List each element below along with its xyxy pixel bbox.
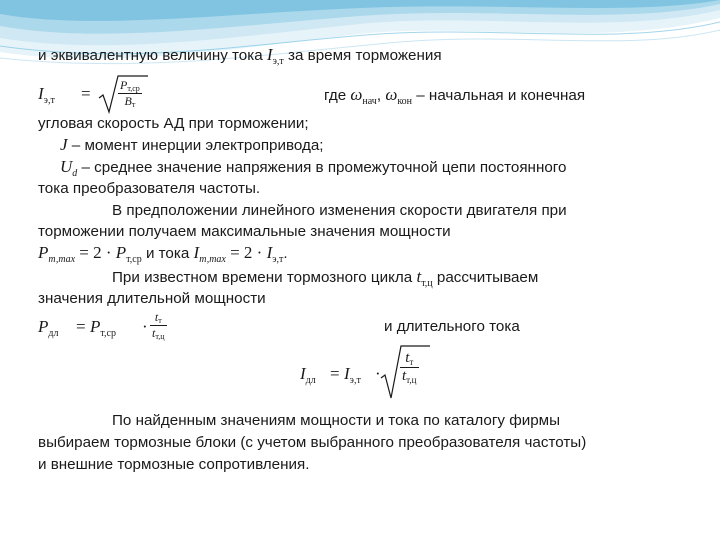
pdl-fraction <box>150 310 167 341</box>
final-line-2: выбираем тормозные блоки (с учетом выбранного преобразователя частоты) <box>38 434 587 451</box>
where-text: где <box>324 87 347 104</box>
pdl-rhs: $P_{т,ср}$ <box>90 317 116 339</box>
idl-equals: = <box>330 364 340 383</box>
where-tail-text: – начальная и конечная <box>416 87 586 104</box>
inertia-line <box>60 136 324 155</box>
formula-long-current <box>300 344 430 402</box>
ud-text: – среднее значение напряжения в промежуточной цепи постоянного <box>81 159 567 176</box>
max-values-line: $P_{т,max} = 2 \cdot P_{т,ср}$ и тока $I_{т,max} = 2 \cdot I_{э,т}$. <box>38 243 288 265</box>
intro-tail-text: за время торможения <box>288 47 442 64</box>
idl-dot: · <box>375 364 381 383</box>
cycle-time-line <box>112 268 538 289</box>
intro-text: и эквивалентную величину тока <box>38 47 263 64</box>
converter-line: тока преобразователя частоты. <box>38 180 261 197</box>
f1-lhs: $I_{э,т}$ <box>38 84 55 106</box>
idl-lhs: $I_{дл}$ <box>300 364 316 386</box>
idl-fraction <box>400 350 419 385</box>
omega-end: $\omega_{кон}$ <box>385 85 413 107</box>
voltage-line <box>60 158 566 179</box>
f1-fraction <box>118 78 142 109</box>
cycle-time-text: При известном времени тормозного цикла <box>112 269 413 286</box>
pmax-rhs: = 2 · <box>79 243 112 262</box>
cycle-time-tail: рассчитываем <box>436 269 539 286</box>
idl-denominator: $t_{т,ц}$ <box>402 368 417 385</box>
f1-denominator: Bт <box>124 94 136 109</box>
assumption-line-1: В предположении линейного изменения скорости двигателя при <box>112 202 567 219</box>
j-symbol: J <box>60 135 68 154</box>
where-line: где $\omega_{нач}$, $\omega_{кон}$ – начальная и конечная <box>324 85 586 107</box>
final-line-3: и внешние тормозные сопротивления. <box>38 456 310 473</box>
formula-long-power <box>38 310 178 346</box>
f1-equals: = <box>81 84 91 103</box>
pdl-numerator: tт <box>150 310 167 326</box>
pdl-lhs: $P_{дл}$ <box>38 317 59 339</box>
intro-symbol: $I_{э,т}$ <box>266 45 284 67</box>
cycle-time-symbol: $t_{т,ц}$ <box>416 267 433 289</box>
angular-speed-line: угловая скорость АД при торможении; <box>38 115 309 132</box>
imax-symbol: $I_{т,max}$ <box>193 243 226 265</box>
pmax-rhs-symbol: $P_{т,ср}$ <box>115 243 142 265</box>
formula-equivalent-current <box>38 76 148 116</box>
j-text: – момент инерции электропривода; <box>71 137 324 154</box>
pdl-equals: = <box>76 317 86 336</box>
and-current-text: и тока <box>145 245 190 262</box>
long-power-line: значения длительной мощности <box>38 290 266 307</box>
idl-rhs: $I_{э,т}$ <box>344 364 361 386</box>
f1-numerator: Pт,ср <box>120 78 140 93</box>
pmax-symbol: $P_{т,max}$ <box>38 243 76 265</box>
imax-rhs-symbol: $I_{э,т}$ <box>266 243 284 265</box>
ud-symbol: $U_d$ <box>60 157 78 179</box>
pdl-dot: · <box>142 317 148 336</box>
idl-numerator: $t_т$ <box>400 350 419 368</box>
imax-rhs: = 2 · <box>230 243 263 262</box>
final-line-1: По найденным значениям мощности и тока по каталогу фирмы <box>112 412 561 429</box>
omega-start: $\omega_{нач}$ <box>350 85 377 107</box>
long-current-line: и длительного тока <box>384 318 520 335</box>
assumption-line-2: торможении получаем максимальные значения мощности <box>38 223 451 240</box>
pdl-denominator: tт,ц <box>152 326 165 341</box>
intro-line <box>38 46 442 67</box>
